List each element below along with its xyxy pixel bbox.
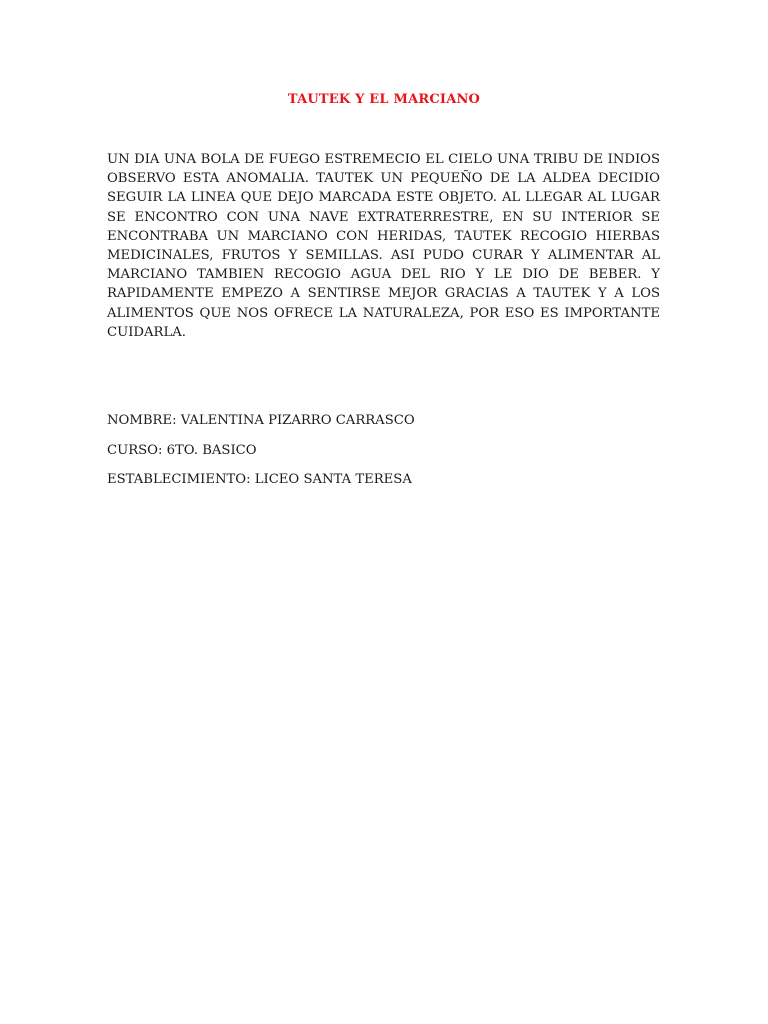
story-paragraph: UN DIA UNA BOLA DE FUEGO ESTREMECIO EL CIELO UNA TRIBU DE INDIOS OBSERVO ESTA ANOMALIA. TAUTEK UN PEQUEÑO DE LA ALDEA DECIDIO SEGUIR LA LINEA QUE DEJO MARCADA ESTE OBJETO. AL LLEGAR AL LUGAR SE ENCONTRO CON UNA NAVE EXTRATERRESTRE, EN SU INTERIOR SE ENCONTRABA UN MARCIANO CON HERIDAS, TAUTEK RECOGIO HIERBAS MEDICINALES, FRUTOS Y SEMILLAS. ASI PUDO CURAR Y ALIMENTAR AL MARCIANO TAMBIEN RECOGIO AGUA DEL RIO Y LE DIO DE BEBER. Y RAPIDAMENTE EMPEZO A SENTIRSE MEJOR GRACIAS A TAUTEK Y A LOS ALIMENTOS QUE NOS OFRECE LA NATURALEZA, POR ESO ES IMPORTANTE CUIDARLA. — [107, 152, 660, 340]
course-line: CURSO: 6TO. BASICO — [107, 443, 257, 458]
school-line: ESTABLECIMIENTO: LICEO SANTA TERESA — [107, 472, 412, 487]
document-title: TAUTEK Y EL MARCIANO — [287, 92, 481, 107]
student-name-line: NOMBRE: VALENTINA PIZARRO CARRASCO — [107, 413, 415, 428]
